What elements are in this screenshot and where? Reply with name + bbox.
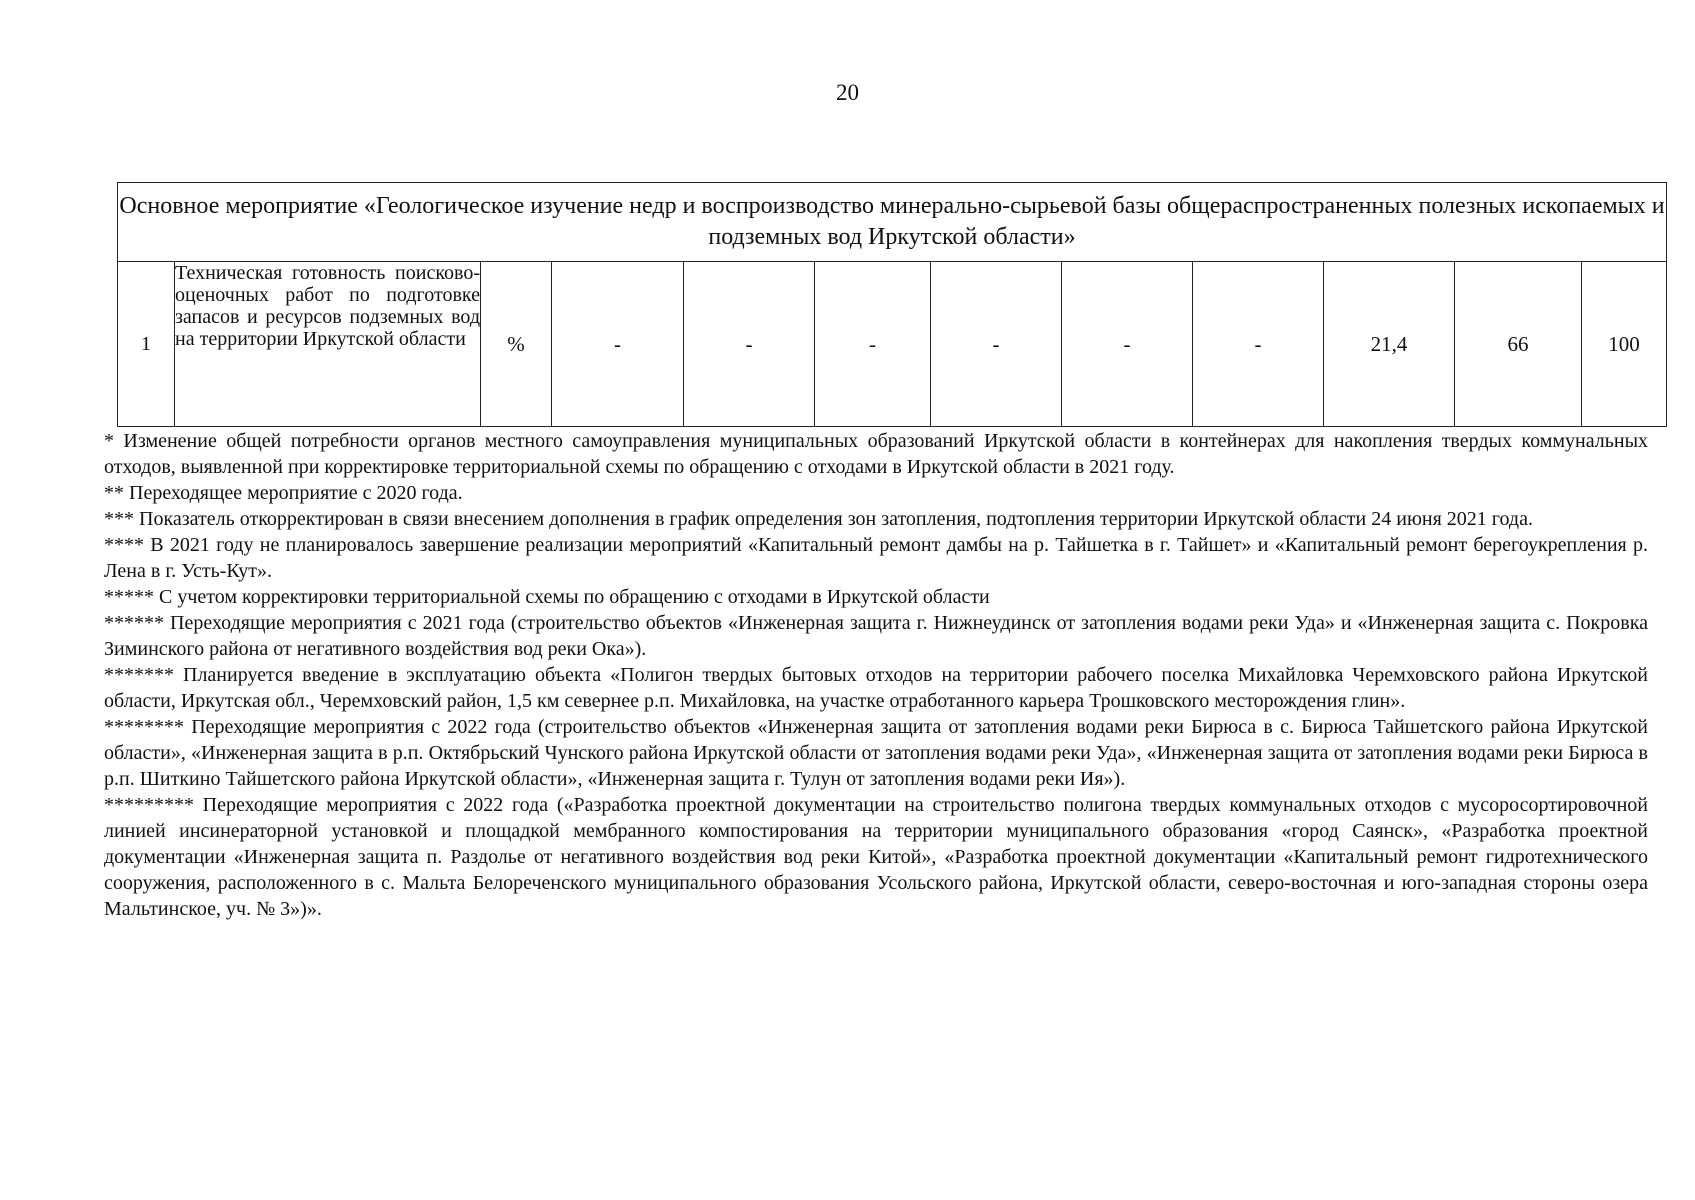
page-number: 20	[836, 80, 859, 105]
unit-cell: %	[481, 262, 552, 427]
value-cell: 21,4	[1324, 262, 1455, 427]
value-cell: -	[552, 262, 684, 427]
value-cell: 66	[1455, 262, 1582, 427]
footnote: ******* Планируется введение в эксплуатацию объекта «Полигон твердых бытовых отходов на территории рабочего поселка Михайловка Черемховского района Иркутской области, Иркутская обл., Черемховский район, 1,5 км севернее р.п. Михайловка, на участке отработанного карьера Трошковского месторождения глин».	[104, 664, 1648, 712]
footnote: ****** Переходящие мероприятия с 2021 года (строительство объектов «Инженерная защита г. Нижнеудинск от затопления водами реки Уда» и «Инженерная защита с. Покровка Зиминского района от негативного воздействия вод реки Ока»).	[104, 612, 1648, 660]
indicator-name: Техническая готовность поисково-оценочных работ по подготовке запасов и ресурсов подземных вод на территории Иркутской области	[175, 262, 481, 427]
value-cell: -	[684, 262, 815, 427]
value-cell: -	[1193, 262, 1324, 427]
value-cell: -	[931, 262, 1062, 427]
value-cell: 100	[1582, 262, 1667, 427]
indicators-table	[117, 182, 1667, 427]
footnote: ********* Переходящие мероприятия с 2022 года («Разработка проектной документации на строительство полигона твердых коммунальных отходов с мусоросортировочной линией инсинераторной установкой и площадкой мембранного компостирования на территории муниципального образования «город Саянск», «Разработка проектной документации «Инженерная защита п. Раздолье от негативного воздействия вод реки Китой», «Разработка проектной документации «Капитальный ремонт гидротехнического сооружения, расположенного в с. Мальта Белореченского муниципального образования Усольского района, Иркутской области, северо-восточная и юго-западная стороны озера Мальтинское, уч. № 3»)».	[104, 794, 1648, 920]
table-row	[118, 262, 1667, 427]
footnote: ***** С учетом корректировки территориальной схемы по обращению с отходами в Иркутской области	[104, 586, 990, 608]
footnote: **** В 2021 году не планировалось завершение реализации мероприятий «Капитальный ремонт дамбы на р. Тайшетка в г. Тайшет» и «Капитальный ремонт берегоукрепления р. Лена в г. Усть-Кут».	[104, 534, 1648, 582]
footnote: *** Показатель откорректирован в связи внесением дополнения в график определения зон затопления, подтопления территории Иркутской области 24 июня 2021 года.	[104, 508, 1533, 530]
footnote: * Изменение общей потребности органов местного самоуправления муниципальных образований Иркутской области в контейнерах для накопления твердых коммунальных отходов, выявленной при корректировке территориальной схемы по обращению с отходами в Иркутской области в 2021 году.	[104, 430, 1648, 478]
value-cell: -	[815, 262, 931, 427]
table-heading: Основное мероприятие «Геологическое изучение недр и воспроизводство минерально-сырьевой базы общераспространенных полезных ископаемых и подземных вод Иркутской области»	[118, 183, 1667, 262]
footnotes	[104, 428, 1648, 922]
row-number: 1	[118, 262, 175, 427]
footnote: ** Переходящее мероприятие с 2020 года.	[104, 482, 463, 504]
value-cell: -	[1062, 262, 1193, 427]
footnote: ******** Переходящие мероприятия с 2022 года (строительство объектов «Инженерная защита от затопления водами реки Бирюса в с. Бирюса Тайшетского района Иркутской области», «Инженерная защита в р.п. Октябрьский Чунского района Иркутской области от затопления водами реки Уда», «Инженерная защита от затопления водами реки Бирюса в р.п. Шиткино Тайшетского района Иркутской области», «Инженерная защита г. Тулун от затопления водами реки Ия»).	[104, 716, 1648, 790]
